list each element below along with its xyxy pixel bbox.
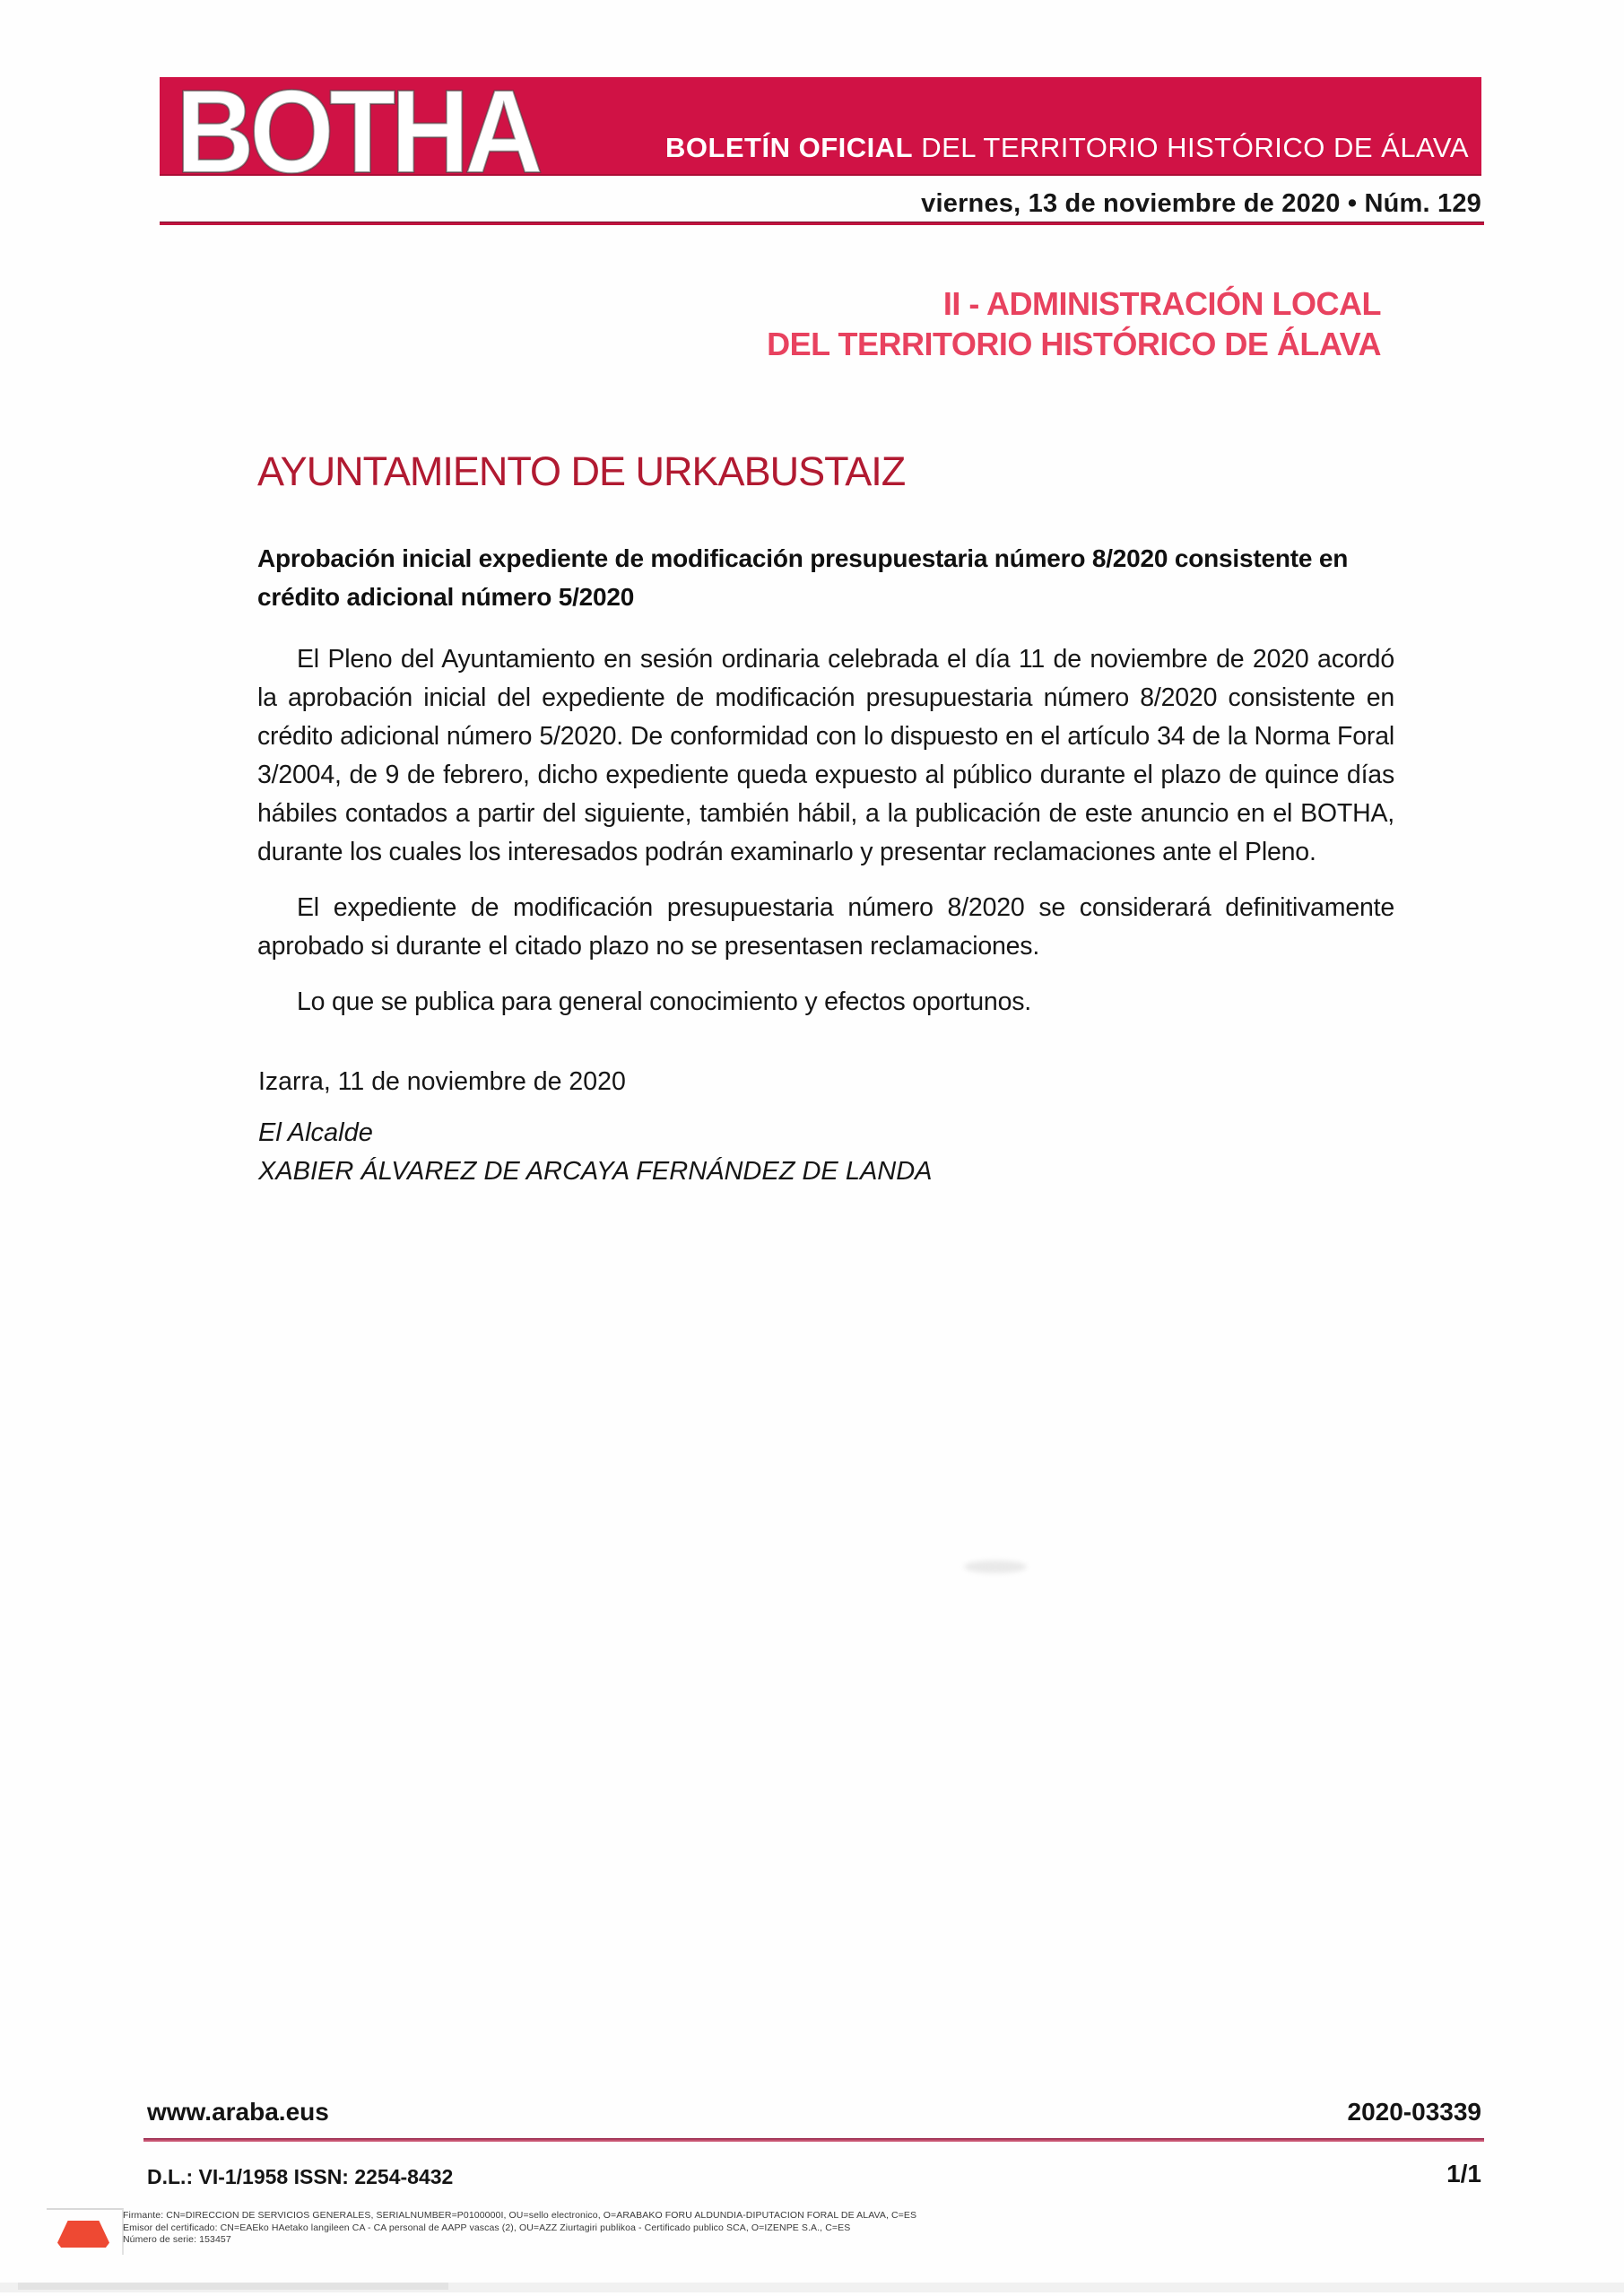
certificate-line: Emisor del certificado: CN=EAEko HAetako langileen CA - CA personal de AAPP vascas (2), OU=AZZ Ziurtagiri publikoa - Certificado publico SCA, O=IZENPE S.A., C=ES: [123, 2222, 851, 2233]
footer-document-number: 2020-03339: [1347, 2098, 1481, 2126]
article-body: [257, 640, 1394, 1039]
scan-edge-artifact-dark: [18, 2283, 448, 2290]
certificate-details: [123, 2210, 1154, 2247]
signature-block: [258, 1114, 933, 1191]
article-title: Aprobación inicial expediente de modificación presupuestaria número 8/2020 consistente en crédito adicional número 5/2020: [257, 544, 1349, 611]
signature-name: XABIER ÁLVAREZ DE ARCAYA FERNÁNDEZ DE LANDA: [258, 1157, 933, 1186]
issue-date-line: viernes, 13 de noviembre de 2020 • Núm. 129: [921, 189, 1481, 218]
organization-name: AYUNTAMIENTO DE URKABUSTAIZ: [257, 448, 906, 494]
paragraph: El Pleno del Ayuntamiento en sesión ordinaria celebrada el día 11 de noviembre de 2020 acordó la aprobación inicial del expediente de modificación presupuestaria número 8/2020 consistente en crédito adicional número 5/2020. De conformidad con lo dispuesto en el artículo 34 de la Norma Foral 3/2004, de 9 de febrero, dicho expediente queda expuesto al público durante el plazo de quince días hábiles contados a partir del siguiente, también hábil, a la publicación de este anuncio en el BOTHA, durante los cuales los interesados podrán examinarlo y presentar reclamaciones ante el Pleno.: [257, 645, 1394, 866]
section-heading-line1: II - ADMINISTRACIÓN LOCAL: [942, 285, 1381, 322]
signature-role: El Alcalde: [258, 1118, 373, 1147]
banner-title-rest: DEL TERRITORIO HISTÓRICO DE ÁLAVA: [913, 132, 1469, 163]
section-heading: [767, 283, 1381, 364]
footer-website: www.araba.eus: [147, 2098, 329, 2126]
footer-deposit-issn: D.L.: VI-1/1958 ISSN: 2254-8432: [147, 2165, 454, 2188]
footer-rule: [143, 2138, 1484, 2142]
masthead-rule: [160, 222, 1484, 225]
paragraph: Lo que se publica para general conocimiento y efectos oportunos.: [297, 987, 1031, 1016]
section-heading-line2: DEL TERRITORIO HISTÓRICO DE ÁLAVA: [767, 326, 1381, 362]
certificate-line: Número de serie: 153457: [123, 2234, 231, 2245]
paragraph: El expediente de modificación presupuestaria número 8/2020 se considerará definitivamente aprobado si durante el citado plazo no se presentasen reclamaciones.: [257, 893, 1394, 961]
botha-logo: BOTHA: [176, 65, 539, 197]
banner-title-bold: BOLETÍN OFICIAL: [664, 132, 914, 163]
page-indicator: 1/1: [1446, 2160, 1481, 2187]
scan-smudge-artifact: [964, 1561, 1027, 1573]
signature-stamp-icon: [57, 2221, 109, 2248]
stamp-frame: [47, 2208, 124, 2255]
banner-title: [665, 132, 1469, 164]
place-date: Izarra, 11 de noviembre de 2020: [258, 1067, 626, 1096]
certificate-line: Firmante: CN=DIRECCION DE SERVICIOS GENERALES, SERIALNUMBER=P0100000I, OU=sello electronico, O=ARABAKO FORU ALDUNDIA-DIPUTACION FORAL DE ALAVA, C=ES: [123, 2210, 917, 2221]
